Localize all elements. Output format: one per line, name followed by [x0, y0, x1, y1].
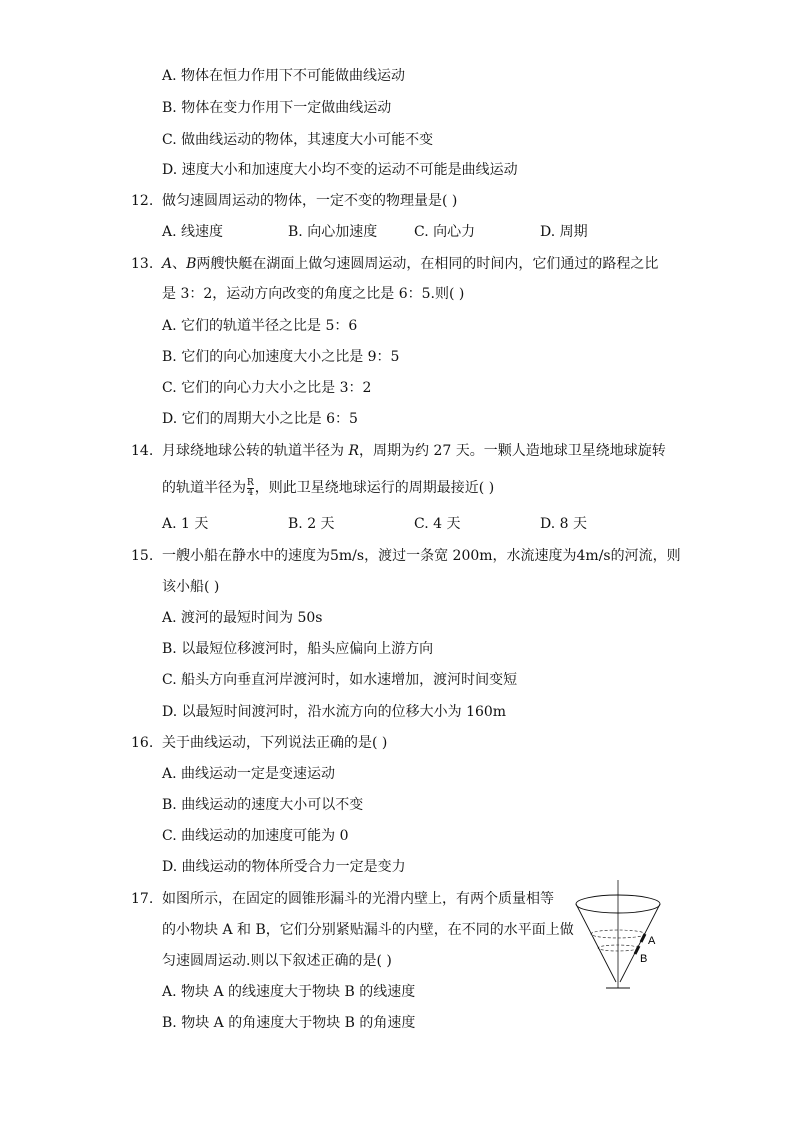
cone-funnel-figure	[572, 880, 662, 990]
q14-var-r: R	[348, 443, 359, 459]
q14-option-b: B. 2 天	[288, 516, 335, 532]
q11-option-c: C. 做曲线运动的物体，其速度大小可能不变	[162, 132, 434, 148]
q17-stem-line2: 的小物块 A 和 B，它们分别紧贴漏斗的内壁，在不同的水平面上做	[162, 922, 574, 938]
q12-option-a: A. 线速度	[162, 224, 224, 240]
q13-stem-line2: 是 3：2，运动方向改变的角度之比是 6：5.则( )	[162, 286, 465, 302]
q17-stem-line3: 匀速圆周运动.则以下叙述正确的是( )	[162, 953, 392, 969]
label-b: B	[640, 953, 648, 965]
q16-option-d: D. 曲线运动的物体所受合力一定是变力	[162, 859, 406, 875]
q14-stem-line1	[162, 441, 666, 461]
q16-stem: 关于曲线运动，下列说法正确的是( )	[162, 735, 388, 751]
q13-option-d: D. 它们的周期大小之比是 6：5	[162, 411, 358, 427]
q13-separator: 、	[172, 256, 187, 272]
q12-option-b: B. 向心加速度	[288, 224, 378, 240]
q14-stem-line2-post: ，则此卫星绕地球运行的周期最接近( )	[254, 480, 495, 496]
q15-number: 15.	[131, 548, 154, 564]
q11-option-b: B. 物体在变力作用下一定做曲线运动	[162, 100, 392, 116]
q14-number: 14.	[131, 443, 154, 459]
q12-stem: 做匀速圆周运动的物体，一定不变的物理量是( )	[162, 193, 458, 209]
q11-option-d: D. 速度大小和加速度大小均不变的运动不可能是曲线运动	[162, 162, 518, 178]
cone-left-side	[576, 904, 616, 982]
q13-option-b: B. 它们的向心加速度大小之比是 9：5	[162, 349, 400, 365]
q12-option-d: D. 周期	[540, 224, 588, 240]
q16-option-b: B. 曲线运动的速度大小可以不变	[162, 797, 364, 813]
q13-option-a: A. 它们的轨道半径之比是 5：6	[162, 318, 358, 334]
q11-option-a: A. 物体在恒力作用下不可能做曲线运动	[162, 68, 406, 84]
q14-option-a: A. 1 天	[162, 516, 209, 532]
q12-option-c: C. 向心力	[414, 224, 476, 240]
q15-option-b: B. 以最短位移渡河时，船头应偏向上游方向	[162, 641, 434, 657]
q14-fraction-denominator: 4	[247, 487, 254, 498]
q15-option-c: C. 船头方向垂直河岸渡河时，如水速增加，渡河时间变短	[162, 672, 518, 688]
q17-stem-line1: 如图所示，在固定的圆锥形漏斗的光滑内壁上，有两个质量相等	[162, 891, 554, 907]
q14-stem-line2-pre: 的轨道半径为	[162, 480, 246, 496]
q15-stem-line2: 该小船( )	[162, 579, 220, 595]
q12-number: 12.	[131, 193, 154, 209]
q13-option-c: C. 它们的向心力大小之比是 3：2	[162, 380, 372, 396]
label-a: A	[648, 935, 656, 947]
q15-stem-line1: 一艘小船在静水中的速度为5m/s，渡过一条宽 200m，水流速度为4m/s的河流，则	[162, 548, 681, 564]
q14-stem-line1-pre: 月球绕地球公转的轨道半径为	[162, 443, 349, 459]
q14-fraction-numerator: R	[247, 477, 254, 488]
q13-var-a: A	[162, 256, 173, 272]
q17-option-b: B. 物块 A 的角速度大于物块 B 的角速度	[162, 1015, 416, 1031]
block-b	[635, 946, 639, 954]
q13-number: 13.	[131, 256, 154, 272]
q14-stem-line2	[162, 478, 494, 498]
q13-stem-line1	[162, 254, 658, 274]
q14-stem-line1-post: ，周期为约 27 天。一颗人造地球卫星绕地球旋转	[359, 443, 666, 459]
q15-option-d: D. 以最短时间渡河时，沿水流方向的位移大小为 160m	[162, 704, 507, 720]
q14-fraction	[247, 479, 254, 498]
block-a	[641, 934, 645, 942]
q16-option-a: A. 曲线运动一定是变速运动	[162, 766, 336, 782]
q14-option-c: C. 4 天	[414, 516, 461, 532]
q17-number: 17.	[131, 891, 154, 907]
q17-option-a: A. 物块 A 的线速度大于物块 B 的线速度	[162, 984, 416, 1000]
q16-number: 16.	[131, 735, 154, 751]
q13-stem-line1-rest: 两艘快艇在湖面上做匀速圆周运动，在相同的时间内，它们通过的路程之比	[196, 256, 659, 272]
q16-option-c: C. 曲线运动的加速度可能为 0	[162, 828, 349, 844]
q15-option-a: A. 渡河的最短时间为 50s	[162, 610, 323, 626]
q13-var-b: B	[186, 256, 197, 272]
q14-option-d: D. 8 天	[540, 516, 587, 532]
